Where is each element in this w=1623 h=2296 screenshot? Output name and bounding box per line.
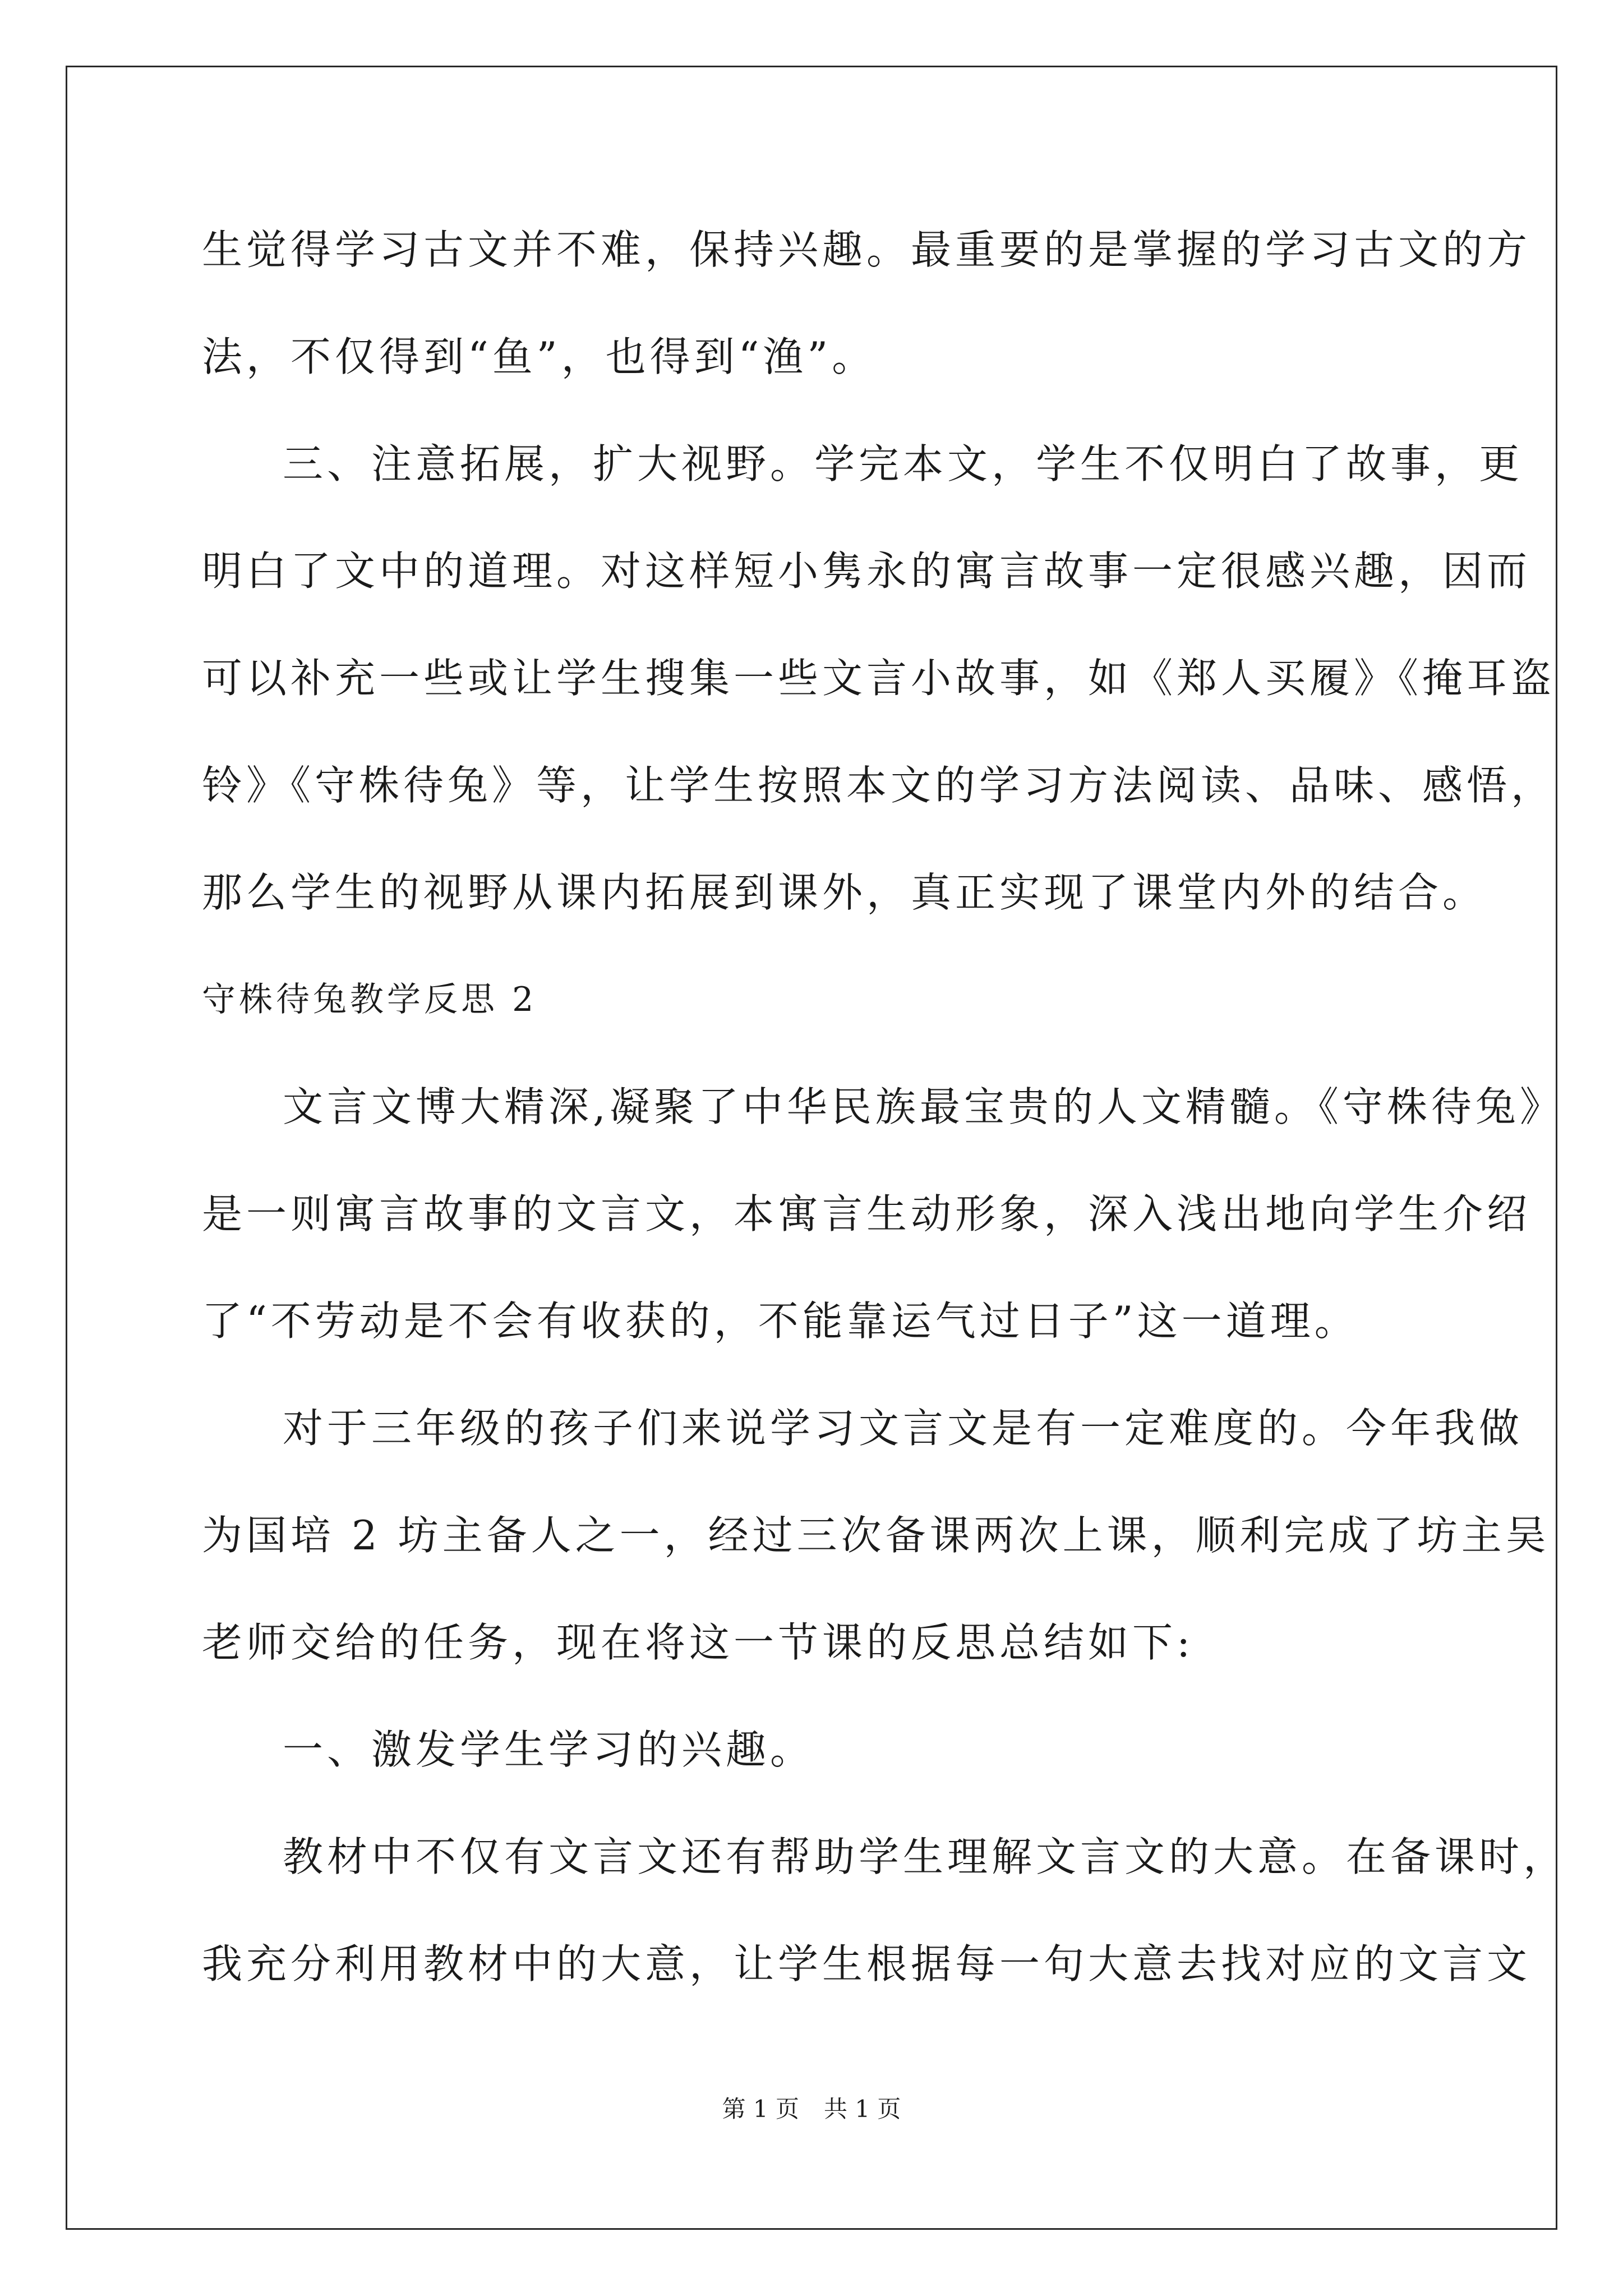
page-number: 第 1 页	[722, 2095, 799, 2123]
page-footer	[0, 2095, 1623, 2123]
text-line-15: 一、激发学生学习的兴趣。	[283, 1726, 815, 1773]
text-line-14: 老师交给的任务，现在将这一节课的反思总结如下:	[202, 1619, 1195, 1666]
document-body	[202, 208, 1568, 2029]
text-line-6: 铃》《守株待兔》等，让学生按照本文的学习方法阅读、品味、感悟，	[202, 762, 1556, 809]
section-heading: 守株待兔教学反思 2	[202, 980, 537, 1019]
text-line-17: 我充分利用教材中的大意，让学生根据每一句大意去找对应的文言文	[202, 1940, 1532, 1987]
text-line-9: 文言文博大精深,凝聚了中华民族最宝贵的人文精髓。《守株待兔》	[283, 1083, 1564, 1130]
text-line-10: 是一则寓言故事的文言文，本寓言生动形象，深入浅出地向学生介绍	[202, 1190, 1532, 1237]
page-total: 共 1 页	[824, 2095, 901, 2123]
text-line-13: 为国培 2 坊主备人之一，经过三次备课两次上课，顺利完成了坊主吴	[202, 1512, 1550, 1559]
text-line-3: 三、注意拓展，扩大视野。学完本文，学生不仅明白了故事，更	[283, 440, 1524, 487]
text-line-11: 了“不劳动是不会有收获的，不能靠运气过日子”这一道理。	[202, 1297, 1359, 1345]
text-line-1: 生觉得学习古文并不难，保持兴趣。最重要的是掌握的学习古文的方	[202, 226, 1532, 273]
text-line-5: 可以补充一些或让学生搜集一些文言小故事，如《郑人买履》《掩耳盗	[202, 655, 1556, 702]
text-line-12: 对于三年级的孩子们来说学习文言文是有一定难度的。今年我做	[283, 1405, 1524, 1452]
text-line-2: 法，不仅得到“鱼”，也得到“渔”。	[202, 333, 877, 380]
text-line-7: 那么学生的视野从课内拓展到课外，真正实现了课堂内外的结合。	[202, 869, 1487, 916]
text-line-16: 教材中不仅有文言文还有帮助学生理解文言文的大意。在备课时，	[283, 1833, 1568, 1880]
text-line-4: 明白了文中的道理。对这样短小隽永的寓言故事一定很感兴趣，因而	[202, 547, 1532, 595]
